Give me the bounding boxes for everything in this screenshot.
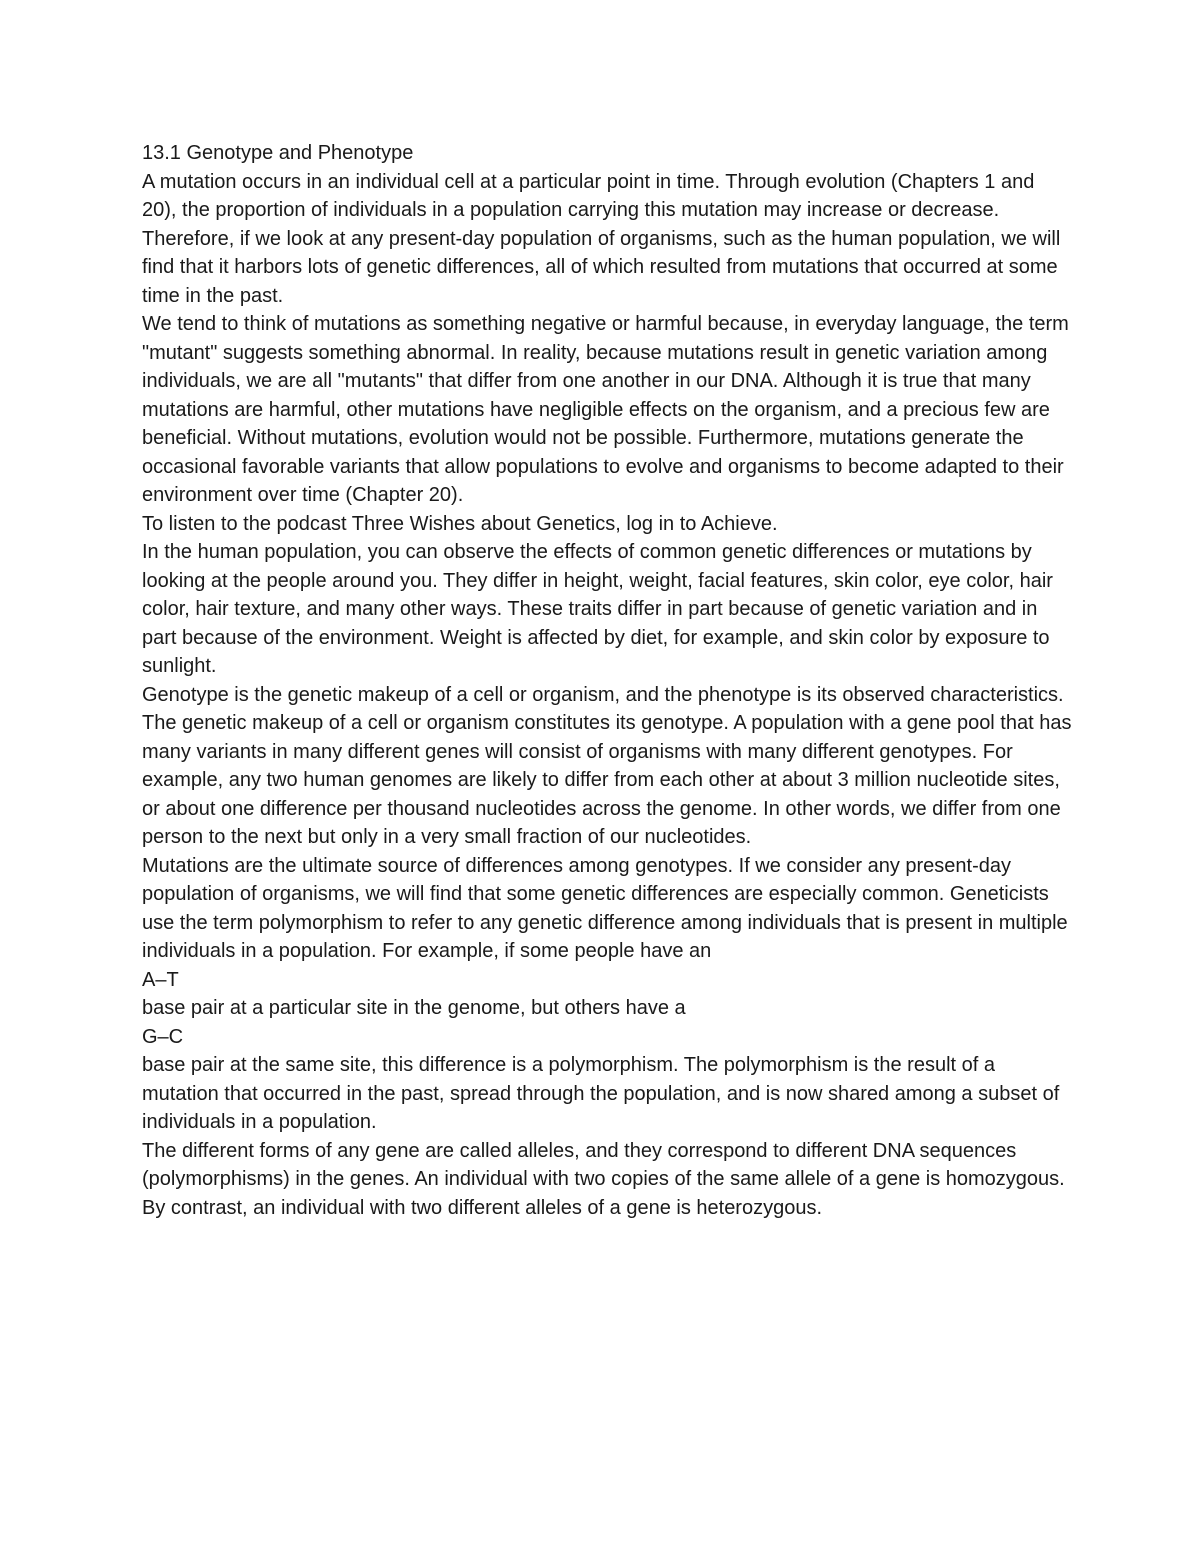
paragraph-base-pair-site: base pair at a particular site in the genome, but others have a [142, 997, 686, 1019]
paragraph-alleles: The different forms of any gene are called alleles, and they correspond to different DNA sequences (polymorphisms) in the genes. An individual with two copies of the same allele of a gene is homozygous. By contrast, an individual with two different alleles of a gene is heterozygous. [142, 1139, 1065, 1219]
base-pair-gc: G–C [142, 1025, 184, 1048]
paragraph-genotype-definition: Genotype is the genetic makeup of a cell or organism, and the phenotype is its observed characteristics. [142, 683, 1064, 706]
paragraph-podcast-note: To listen to the podcast Three Wishes about Genetics, log in to Achieve. [142, 512, 778, 535]
section-title: 13.1 Genotype and Phenotype [142, 142, 414, 164]
paragraph-polymorphism-result: base pair at the same site, this difference is a polymorphism. The polymorphism is the result of a mutation that occurred in the past, spread through the population, and is now shared among a subset of individuals in a population. [142, 1054, 1060, 1133]
paragraph-genetic-makeup: The genetic makeup of a cell or organism constitutes its genotype. A population with a gene pool that has many variants in many different genes will consist of organisms with many different genotypes. For example, any two human genomes are likely to differ from each other at about 3 million nucleotide sites, or about one difference per thousand nucleotides across the genome. In other words, we differ from one person to the next but only in a very small fraction of our nucleotides. [142, 712, 1072, 848]
paragraph-mutation-intro: A mutation occurs in an individual cell at a particular point in time. Through evolution (Chapters 1 and 20), the proportion of individuals in a population carrying this mutation may increase or decrease. Therefore, if we look at any present-day population of organisms, such as the human population, we will find that it harbors lots of genetic differences, all of which resulted from mutations that occurred at some time in the past. [142, 170, 1061, 307]
base-pair-at: A–T [142, 968, 179, 991]
paragraph-polymorphism: Mutations are the ultimate source of differences among genotypes. If we consider any present-day population of organisms, we will find that some genetic differences are especially common. Geneticists use the term polymorphism to refer to any genetic difference among individuals that is present in multiple individuals in a population. For example, if some people have an [142, 854, 1068, 962]
paragraph-human-population: In the human population, you can observe the effects of common genetic differences or mutations by looking at the people around you. They differ in height, weight, facial features, skin color, eye color, hair color, hair texture, and many other ways. These traits differ in part because of genetic variation and in part because of the environment. Weight is affected by diet, for example, and skin color by exposure to sunlight. [142, 541, 1053, 677]
document-page [142, 139, 1072, 1222]
paragraph-mutations-harmful: We tend to think of mutations as something negative or harmful because, in everyday language, the term "mutant" suggests something abnormal. In reality, because mutations result in genetic variation among individuals, we are all "mutants" that differ from one another in our DNA. Although it is true that many mutations are harmful, other mutations have negligible effects on the organism, and a precious few are beneficial. Without mutations, evolution would not be possible. Furthermore, mutations generate the occasional favorable variants that allow populations to evolve and organisms to become adapted to their environment over time (Chapter 20). [142, 313, 1069, 506]
